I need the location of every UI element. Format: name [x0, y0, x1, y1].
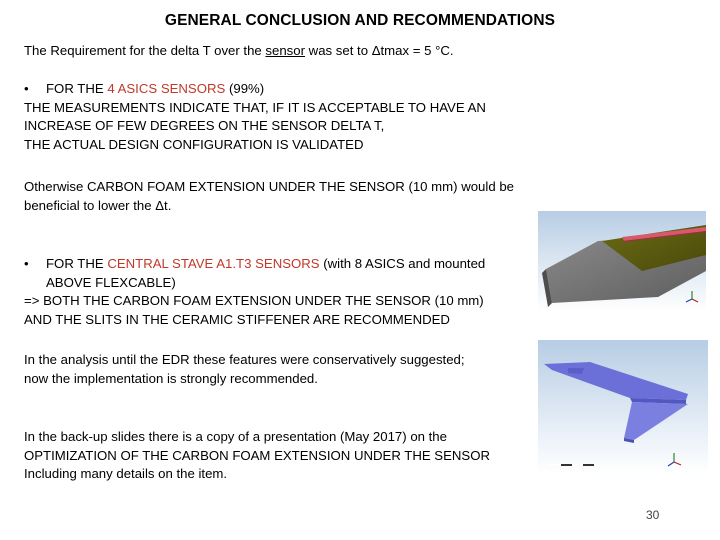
analysis-paragraph [24, 351, 465, 388]
otherwise-line: Otherwise CARBON FOAM EXTENSION UNDER THE SENSOR (10 mm) would be [24, 179, 514, 194]
asics-line: THE ACTUAL DESIGN CONFIGURATION IS VALIDATED [24, 136, 364, 152]
bullet-central-stave-section [24, 255, 485, 329]
bullet-central-pre: FOR THE [46, 256, 108, 271]
foam-tab [568, 368, 584, 374]
bullet-central-highlight: CENTRAL STAVE A1.T3 SENSORS [107, 256, 320, 271]
bullet-icon: • [24, 256, 29, 271]
stave-model-image [538, 211, 706, 312]
analysis-line: In the analysis until the EDR these features were conservatively suggested; [24, 352, 465, 367]
carbon-foam-model-image [538, 340, 708, 475]
backup-line: OPTIMIZATION OF THE CARBON FOAM EXTENSION UNDER THE SENSOR [24, 447, 490, 463]
central-line: AND THE SLITS IN THE CERAMIC STIFFENER ARE RECOMMENDED [24, 311, 450, 327]
bullet-central-post: (with 8 ASICS and mounted [319, 256, 486, 271]
carbon-foam-render [538, 340, 708, 475]
backup-paragraph [24, 428, 490, 484]
page-title: GENERAL CONCLUSION AND RECOMMENDATIONS [164, 12, 556, 29]
asics-line: THE MEASUREMENTS INDICATE THAT, IF IT IS ACCEPTABLE TO HAVE AN [24, 99, 486, 115]
bullet-asics-highlight: 4 ASICS SENSORS [107, 81, 226, 96]
bullet-asics-post: (99%) [225, 81, 265, 96]
requirement-post: was set to Δtmax = 5 °C. [305, 43, 454, 58]
scale-bar [550, 464, 594, 466]
bullet-icon: • [24, 81, 29, 96]
page-number: 30 [646, 508, 660, 522]
bullet-central-stave-heading [24, 255, 485, 274]
requirement-text [24, 42, 454, 61]
bullet-asics-pre: FOR THE [46, 81, 108, 96]
backup-line: Including many details on the item. [24, 466, 228, 481]
backup-line: In the back-up slides there is a copy of a presentation (May 2017) on the [24, 429, 447, 444]
requirement-pre: The Requirement for the delta T over the [24, 43, 266, 58]
central-line: => BOTH THE CARBON FOAM EXTENSION UNDER THE SENSOR (10 mm) [24, 293, 484, 308]
stave-model-render [538, 211, 706, 312]
otherwise-line: beneficial to lower the Δt. [24, 197, 172, 213]
bullet-asics-heading [24, 80, 486, 99]
bullet-asics-section [24, 80, 486, 154]
requirement-underlined: sensor [265, 43, 306, 58]
analysis-line: now the implementation is strongly recommended. [24, 370, 318, 386]
asics-line: INCREASE OF FEW DEGREES ON THE SENSOR DELTA T, [24, 118, 385, 133]
central-line-continued: ABOVE FLEXCABLE) [46, 274, 176, 290]
otherwise-paragraph [24, 178, 514, 215]
